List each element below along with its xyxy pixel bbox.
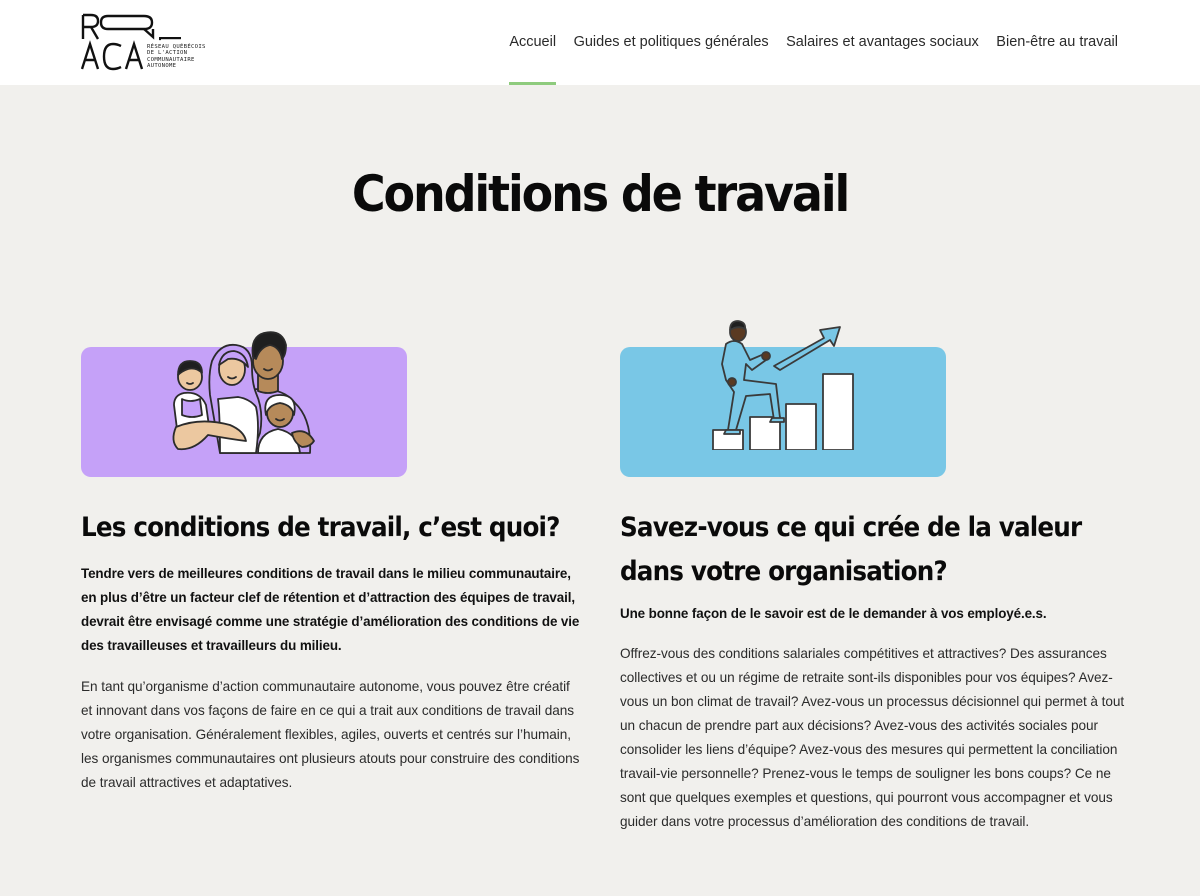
tagline-line: AUTONOME — [147, 62, 177, 69]
heading-line: Savez-vous ce qui crée de la valeur — [620, 512, 1082, 543]
main-nav — [509, 0, 1118, 85]
logo-dash-icon — [159, 37, 183, 41]
logo-tagline — [147, 44, 206, 69]
section-valeur-organisation — [620, 506, 1125, 834]
page-title: Conditions de travail — [351, 165, 849, 223]
logo-rqaca[interactable] — [81, 13, 241, 73]
nav-item-salaires[interactable]: Salaires et avantages sociaux — [786, 33, 979, 50]
section-body: En tant qu’organisme d’action communautaire autonome, vous pouvez être créatif et innovant dans vos façons de faire en ce qui a trait aux conditions de travail dans votre organisation. Généralement flexibles, agiles, ouverts et centrés sur l’humain, les organismes communautaires ont plusieurs atouts pour construire des conditions de travail attractives et adaptatives. — [81, 679, 580, 790]
section-heading — [620, 506, 1090, 594]
section-heading: Les conditions de travail, c’est quoi? — [81, 512, 560, 543]
tagline-line: DE L'ACTION — [147, 50, 188, 57]
tagline-line: COMMUNAUTAIRE — [147, 56, 195, 63]
section-conditions-travail — [81, 506, 581, 795]
nav-item-guides[interactable]: Guides et politiques générales — [573, 33, 769, 50]
site-header — [0, 0, 1200, 85]
nav-item-bien-etre[interactable]: Bien-être au travail — [996, 33, 1118, 50]
section-lead: Une bonne façon de le savoir est de le demander à vos employé.e.s. — [620, 606, 1047, 621]
section-lead: Tendre vers de meilleures conditions de travail dans le milieu communautaire, en plus d’être un facteur clef de rétention et d’attraction des équipes de travail, devrait être envisagé comme une stratégie d’amélioration des conditions de vie des travailleuses et travailleurs du milieu. — [81, 566, 580, 653]
section-body: Offrez-vous des conditions salariales compétitives et attractives? Des assurances collectives et ou un régime de retraite sont-ils disponibles pour vos équipes? Avez-vous un bon climat de travail? Avez-vous un processus décisionnel qui permet à tout un chacun de prendre part aux décisions? Avez-vous des activités sociales pour consolider les liens d’équipe? Avez-vous des mesures qui permettent la conciliation travail-vie personnelle? Prenez-vous le temps de souligner les bons coups? Ce ne sont que quelques exemples et questions, qui pourront vous accompagner et vous guider dans votre processus d’amélioration des conditions de travail. — [620, 646, 1125, 829]
growth-stairs-illustration-icon — [700, 318, 870, 450]
nav-item-accueil[interactable]: Accueil — [509, 0, 556, 85]
family-illustration-icon — [160, 315, 330, 455]
tagline-line: RÉSEAU QUÉBÉCOIS — [147, 44, 206, 50]
heading-line: dans votre organisation? — [620, 556, 947, 587]
